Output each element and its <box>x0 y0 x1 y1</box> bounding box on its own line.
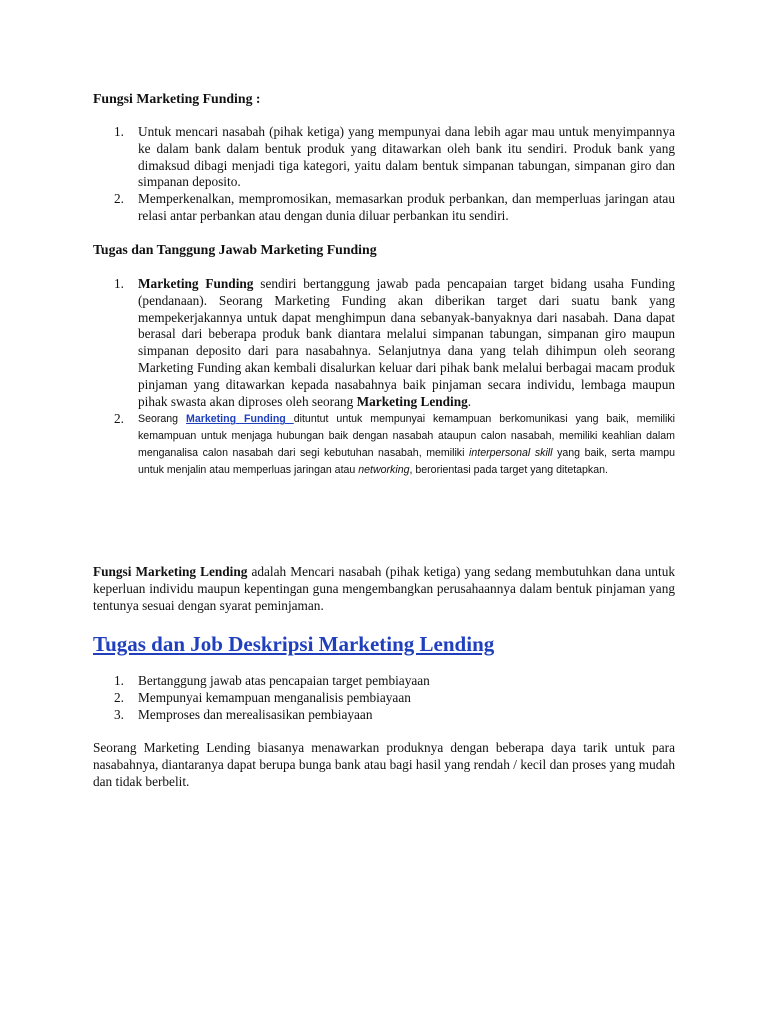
title-tugas-job-deskripsi[interactable]: Tugas dan Job Deskripsi Marketing Lending <box>93 632 495 656</box>
bold-term: Fungsi Marketing Lending <box>93 564 248 579</box>
list-number: 1. <box>114 673 124 688</box>
list-item <box>93 707 675 724</box>
list-item <box>93 124 675 191</box>
list-number: 1. <box>114 124 124 139</box>
italic-term: interpersonal skill <box>469 446 553 459</box>
punctuation: . <box>467 393 472 409</box>
list-item <box>93 673 675 690</box>
list-item-text: Memproses dan merealisasikan pembiayaan <box>138 706 373 722</box>
list-job-deskripsi <box>93 673 675 723</box>
list-item-text: Bertanggung jawab atas pencapaian target pembiayaan <box>138 673 430 688</box>
list-item <box>93 411 675 478</box>
paragraph-fungsi-marketing-lending <box>93 564 675 614</box>
list-item-text: Memperkenalkan, mempromosikan, memasarkan produk perbankan, dan memperluas jaringan atau relasi antar perbankan atau dengan dunia diluar perbankan itu sendiri. <box>138 191 675 223</box>
list-number: 2. <box>114 411 124 427</box>
list-tugas-marketing-funding <box>93 276 675 479</box>
list-item-text: , berorientasi pada target yang ditetapkan. <box>409 463 608 476</box>
list-item <box>93 191 675 225</box>
italic-term: networking <box>358 463 410 476</box>
paragraph-closing: Seorang Marketing Lending biasanya menawarkan produknya dengan beberapa daya tarik untuk para nasabahnya, diantaranya dapat berupa bunga bank atau bagi hasil yang rendah / kecil dan proses yang mudah dan tidak berbelit. <box>93 740 675 789</box>
marketing-funding-link[interactable]: Marketing Funding <box>186 413 294 426</box>
list-item-text: Mempunyai kemampuan menganalisis pembiayaan <box>138 689 411 705</box>
list-item-text: yang baik, serta mampu untuk menjalin atau memperluas jaringan atau <box>138 446 676 476</box>
list-item-text: sendiri bertanggung jawab pada pencapaian target bidang usaha Funding (pendanaan). Seorang Marketing Funding akan diberikan target dari suatu bank yang mempekerjakannya untuk dapat menghimpun dana sebanyak-banyaknya dari nasabah. Dana dapat berasal dari beberapa produk bank diantara melalui simpanan tabungan, simpanan giro maupun simpanan deposito dari para nasabahnya. Selanjutnya dana yang telah dihimpun oleh seorang Marketing Funding akan kembali disalurkan keluar dari pihak bank melalui berbagai macam produk pinjaman yang ditawarkan kepada nasabahnya baik pinjaman secara individu, lembaga maupun pihak swasta akan diproses oleh seorang <box>138 276 675 409</box>
paragraph-text: adalah Mencari nasabah (pihak ketiga) yang sedang membutuhkan dana untuk keperluan individu maupun kepentingan guna mengembangkan perusahaannya dalam bentuk pinjaman yang tentunya sesuai dengan syarat peminjaman. <box>93 564 675 613</box>
list-fungsi-marketing-funding <box>93 124 675 225</box>
list-item-text: dituntut untuk mempunyai kemampuan berkomunikasi yang baik, memiliki kemampuan untuk menjaga hubungan baik dengan nasabah ataupun calon nasabah, memiliki keahlian dalam menganalisa calon nasabah dari segi kebutuhan nasabah, memiliki <box>138 413 676 459</box>
list-item <box>93 276 675 410</box>
list-number: 2. <box>114 191 124 207</box>
list-item <box>93 690 675 707</box>
heading-tugas-tanggung-jawab: Tugas dan Tanggung Jawab Marketing Funding <box>93 242 377 257</box>
list-number: 2. <box>114 689 124 705</box>
bold-term: Marketing Lending <box>356 393 468 409</box>
list-number: 1. <box>114 276 124 291</box>
list-number: 3. <box>114 706 124 722</box>
bold-term: Marketing Funding <box>138 276 254 291</box>
heading-fungsi-marketing-funding: Fungsi Marketing Funding : <box>93 91 261 106</box>
list-item-text: Seorang <box>138 413 187 426</box>
list-item-text: Untuk mencari nasabah (pihak ketiga) yang mempunyai dana lebih agar mau untuk menyimpannya ke dalam bank dalam bentuk produk yang ditawarkan oleh bank itu sendiri. Produk bank yang dimaksud dibagi menjadi tiga kategori, yaitu dalam bentuk simpanan tabungan, simpanan giro dan simpanan deposito. <box>138 124 675 190</box>
